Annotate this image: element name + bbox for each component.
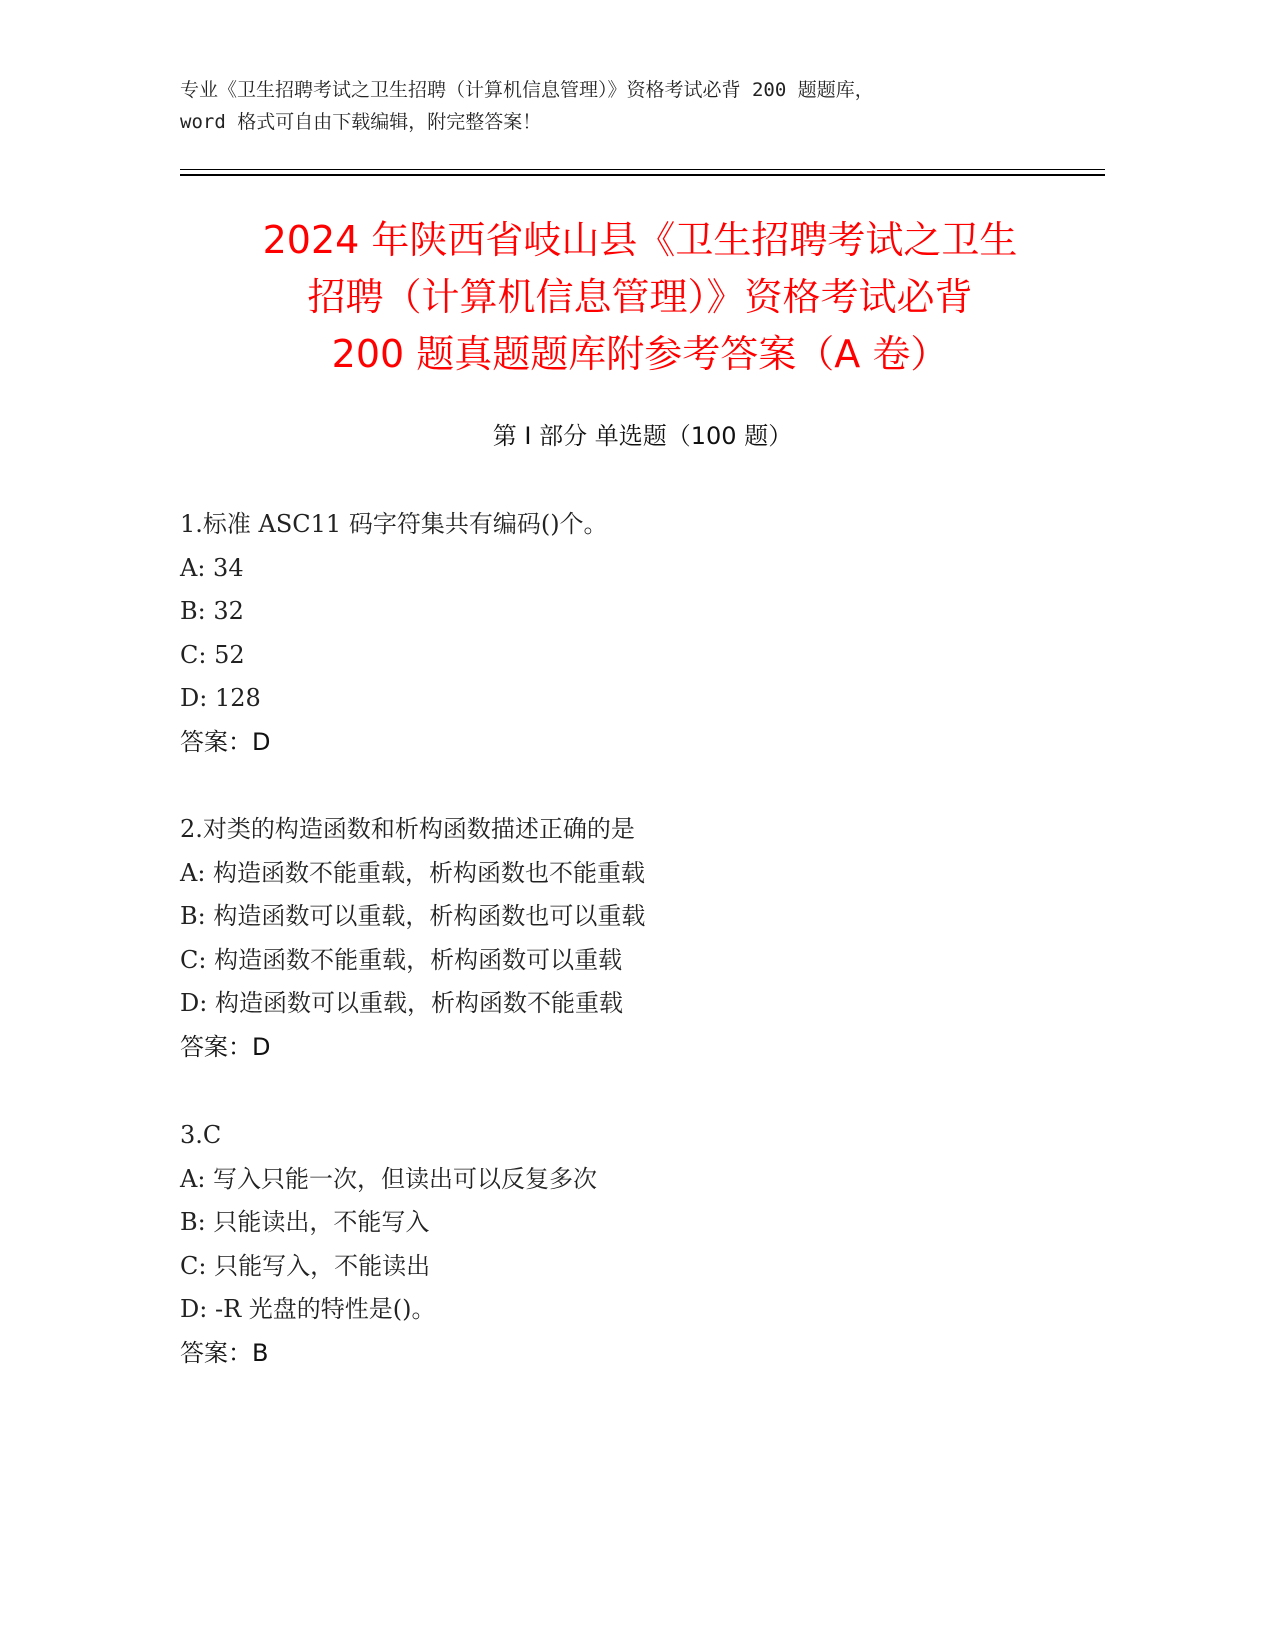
- answer-label: 答案：D: [180, 727, 271, 756]
- question-3: [180, 1114, 1080, 1375]
- intro-line-2: word 格式可自由下载编辑，附完整答案！: [180, 111, 542, 133]
- option-c: C: 52: [180, 640, 245, 669]
- answer-label: 答案：D: [180, 1032, 271, 1061]
- question-stem: 3.C: [180, 1121, 222, 1149]
- question-stem: 2.对类的构造函数和析构函数描述正确的是: [180, 815, 635, 843]
- document-title: [140, 212, 1140, 383]
- option-a: A: 34: [180, 553, 244, 582]
- option-d: D: 128: [180, 684, 261, 712]
- question-stem: 1.标准 ASC11 码字符集共有编码()个。: [180, 510, 608, 538]
- header-rule-thick: [180, 174, 1105, 176]
- option-d: D: 构造函数可以重载，析构函数不能重载: [180, 989, 623, 1017]
- question-1: [180, 503, 1080, 764]
- option-b: B: 构造函数可以重载，析构函数也可以重载: [180, 902, 646, 930]
- option-d: D: -R 光盘的特性是()。: [180, 1295, 436, 1323]
- option-a: A: 构造函数不能重载，析构函数也不能重载: [180, 858, 646, 887]
- option-a: A: 写入只能一次，但读出可以反复多次: [180, 1164, 598, 1193]
- intro-line-1: 专业《卫生招聘考试之卫生招聘（计算机信息管理）》资格考试必背 200 题题库，: [180, 79, 874, 101]
- question-2: [180, 808, 1080, 1069]
- option-b: B: 32: [180, 597, 244, 625]
- title-line-2: 招聘（计算机信息管理）》资格考试必背: [307, 275, 973, 319]
- title-line-1: 2024 年陕西省岐山县《卫生招聘考试之卫生: [262, 218, 1018, 262]
- option-c: C: 构造函数不能重载，析构函数可以重载: [180, 945, 623, 974]
- option-c: C: 只能写入，不能读出: [180, 1251, 431, 1280]
- header-rule-thin: [180, 169, 1105, 170]
- section-title: 第 I 部分 单选题（100 题）: [492, 422, 793, 450]
- intro-text: [180, 74, 1060, 138]
- answer-label: 答案：B: [180, 1338, 269, 1367]
- title-line-3: 200 题真题题库附参考答案（A 卷）: [331, 332, 949, 376]
- option-b: B: 只能读出，不能写入: [180, 1208, 430, 1236]
